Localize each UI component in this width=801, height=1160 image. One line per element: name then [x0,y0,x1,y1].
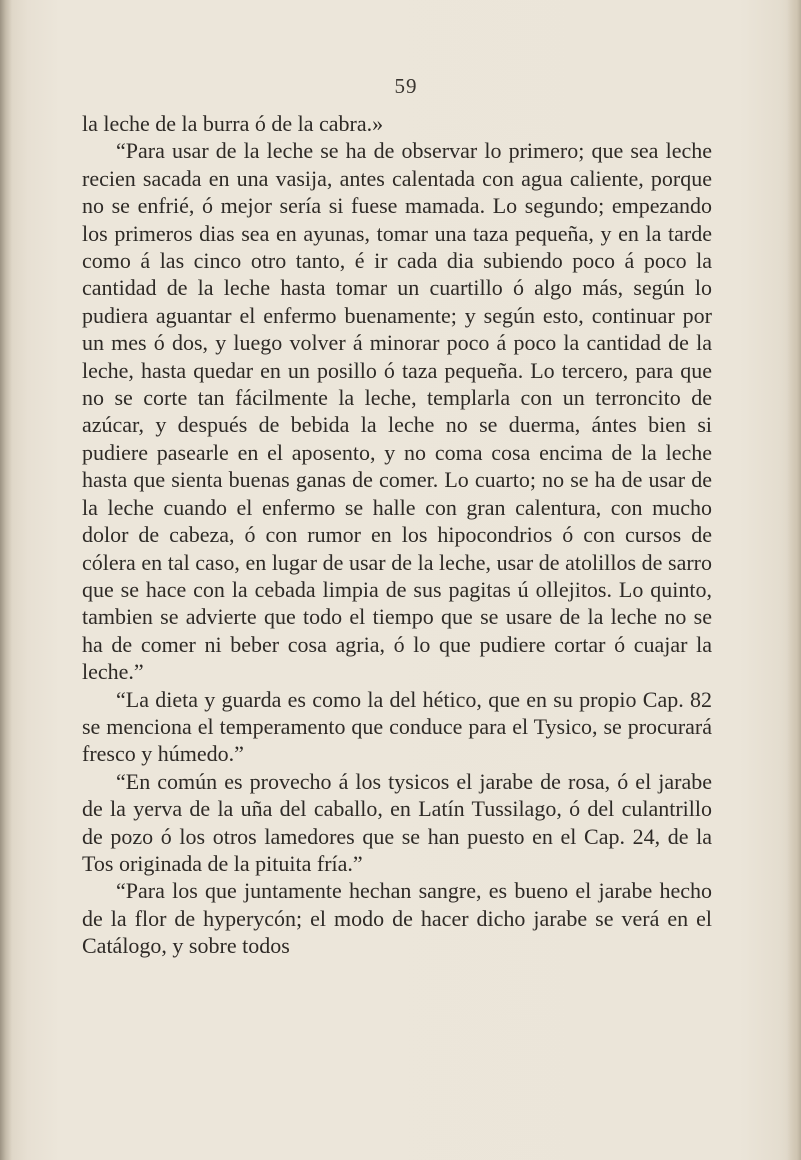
paragraph-diet: “La dieta y guarda es como la del hético, que en su propio Cap. 82 se menciona el temperamento que conduce para el Tysico, se procurará fresco y húmedo.” [82,686,712,767]
page-right-edge [787,0,801,1160]
paragraph-blood: “Para los que juntamente hechan sangre, es bueno el jarabe hecho de la flor de hyperycón; el modo de hacer dicho jarabe se verá en el Catálogo, y sobre todos [82,878,712,959]
body-text [82,110,712,960]
page-number: 59 [394,74,418,98]
paragraph-milk-instructions: “Para usar de la leche se ha de observar lo primero; que sea leche recien sacada en una vasija, antes calentada con agua caliente, porque no se enfrié, ó mejor sería si fuese mamada. Lo segundo; empezando los primeros dias sea en ayunas, tomar una taza pequeña, y en la tarde como á las cinco otro tanto, é ir cada dia subiendo poco á poco la cantidad de la leche hasta tomar un cuartillo ó algo más, según lo pudiera aguantar el enfermo buenamente; y según esto, continuar por un mes ó dos, y luego volver á minorar poco á poco la cantidad de la leche, hasta quedar en un posillo ó taza pequeña. Lo tercero, para que no se corte tan fácilmente la leche, templarla con un terroncito de azúcar, y después de bebida la leche no se duerma, ántes bien si pudiere pasearle en el aposento, y no coma cosa encima de la leche hasta que sienta buenas ganas de comer. Lo cuarto; no se ha de usar de la leche cuando el enfermo se halle con gran calentura, con mucho dolor de cabeza, ó con rumor en los hipocondrios ó con cursos de cólera en tal caso, en lugar de usar de la leche, usar de atolillos de sarro que se hace con la cebada limpia de sus pagitas ú ollejitos. Lo quinto, tambien se advierte que todo el tiempo que se usare de la leche no se ha de comer ni beber cosa agria, ó lo que pudiere cortar ó cuajar la leche.” [82,138,712,685]
page-binding-edge [0,0,12,1160]
paragraph-continuation: la leche de la burra ó de la cabra.» [82,111,384,136]
paragraph-syrups: “En común es provecho á los tysicos el jarabe de rosa, ó el jarabe de la yerva de la uña del caballo, en Latín Tussilago, ó del culantrillo de pozo ó los otros lamedores que se han puesto en el Cap. 24, de la Tos originada de la pituita fría.” [82,768,712,876]
